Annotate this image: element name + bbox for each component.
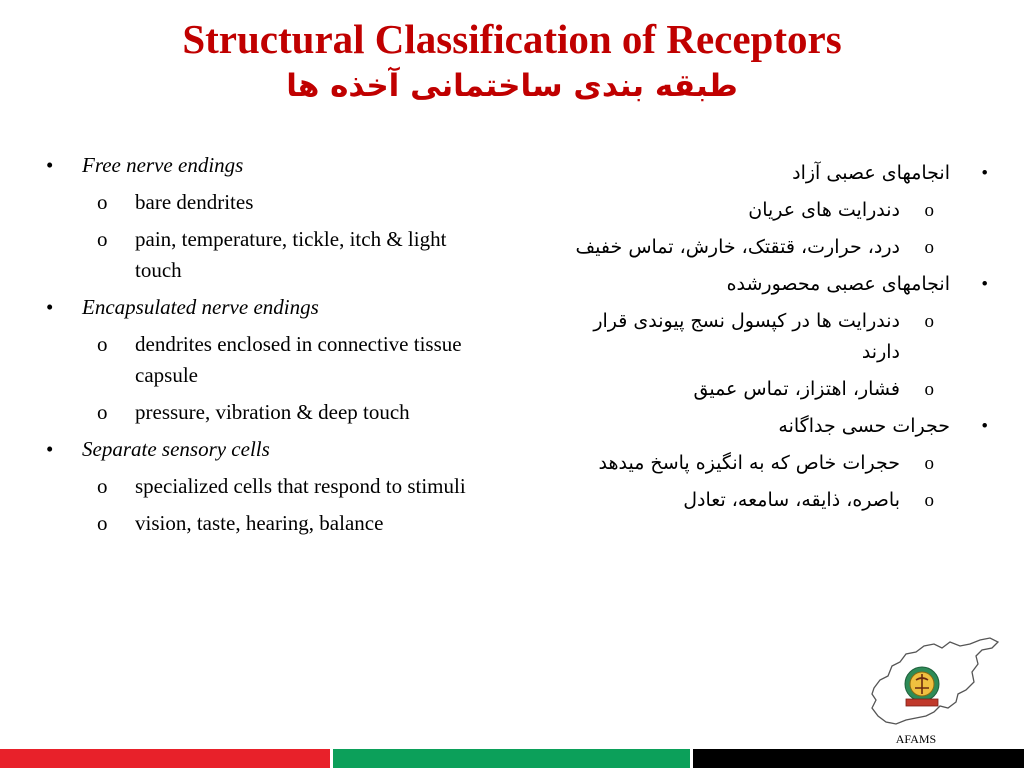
bullet-item — [550, 411, 990, 442]
sub-bullet-marker: o — [97, 400, 108, 424]
sub-bullet-marker: o — [97, 511, 108, 535]
sub-bullet-marker: o — [97, 332, 108, 356]
sub-bullet-item — [550, 195, 990, 226]
bullet-item — [44, 150, 480, 181]
bullet-text: دندرایت های عریان — [748, 199, 900, 221]
logo-caption: AFAMS — [895, 732, 937, 746]
sub-bullet-marker: o — [97, 474, 108, 498]
sub-bullet-item — [550, 232, 990, 263]
bullet-text: Separate sensory cells — [82, 437, 270, 461]
sub-bullet-item — [550, 306, 990, 368]
bullet-text: انجامهای عصبی آزاد — [792, 162, 950, 184]
bullet-text: دندرایت ها در کپسول نسج پیوندی قرار دارند — [593, 310, 900, 363]
bullet-text: حجرات خاص که به انگیزه پاسخ میدهد — [598, 452, 900, 474]
bullet-marker: • — [981, 163, 988, 184]
sub-bullet-marker: o — [924, 379, 934, 400]
sub-bullet-item — [44, 471, 480, 502]
sub-bullet-item — [44, 329, 480, 391]
bullet-text: باصره، ذایقه، سامعه، تعادل — [683, 489, 900, 511]
bullet-marker: • — [46, 437, 54, 461]
sub-bullet-marker: o — [924, 490, 934, 511]
bullet-marker: • — [46, 153, 54, 177]
sub-bullet-item — [550, 485, 990, 516]
bullet-text: vision, taste, hearing, balance — [135, 511, 384, 535]
bullet-text: Free nerve endings — [82, 153, 244, 177]
bullet-text: bare dendrites — [135, 190, 254, 214]
afghanistan-map-icon — [866, 636, 1000, 732]
sub-bullet-marker: o — [924, 200, 934, 221]
bullet-text: Encapsulated nerve endings — [82, 295, 319, 319]
bullet-marker: • — [981, 416, 988, 437]
sub-bullet-marker: o — [97, 227, 108, 251]
bullet-text: فشار، اهتزاز، تماس عمیق — [693, 378, 900, 400]
flag-color-bar — [0, 749, 1024, 768]
sub-bullet-item — [44, 508, 480, 539]
bullet-text: انجامهای عصبی محصورشده — [726, 273, 950, 295]
sub-bullet-marker: o — [924, 453, 934, 474]
emblem-banner — [906, 699, 938, 706]
sub-bullet-item — [44, 397, 480, 428]
sub-bullet-item — [550, 374, 990, 405]
sub-bullet-marker: o — [924, 237, 934, 258]
bullet-text: درد، حرارت، قتقتک، خارش، تماس خفیف — [575, 236, 900, 258]
bullet-text: حجرات حسی جداگانه — [778, 415, 950, 437]
sub-bullet-marker: o — [97, 190, 108, 214]
bullet-item — [44, 292, 480, 323]
persian-bullet-list — [550, 158, 990, 522]
bullet-text: dendrites enclosed in connective tissue capsule — [135, 332, 462, 387]
bullet-item — [550, 269, 990, 300]
slide-title-persian: طبقه بندی ساختمانی آخذه ها — [286, 68, 738, 104]
sub-bullet-item — [550, 448, 990, 479]
bullet-item — [550, 158, 990, 189]
sub-bullet-marker: o — [924, 311, 934, 332]
flag-red-segment — [0, 749, 330, 768]
bullet-text: pain, temperature, tickle, itch & light touch — [135, 227, 447, 282]
slide-title-english: Structural Classification of Receptors — [182, 16, 842, 62]
afams-logo — [866, 636, 1000, 732]
bullet-text: specialized cells that respond to stimuli — [135, 474, 466, 498]
english-bullet-list — [44, 150, 480, 545]
bullet-marker: • — [981, 274, 988, 295]
flag-black-segment — [693, 749, 1024, 768]
flag-green-segment — [333, 749, 690, 768]
sub-bullet-item — [44, 224, 480, 286]
sub-bullet-item — [44, 187, 480, 218]
bullet-marker: • — [46, 295, 54, 319]
bullet-item — [44, 434, 480, 465]
bullet-text: pressure, vibration & deep touch — [135, 400, 410, 424]
